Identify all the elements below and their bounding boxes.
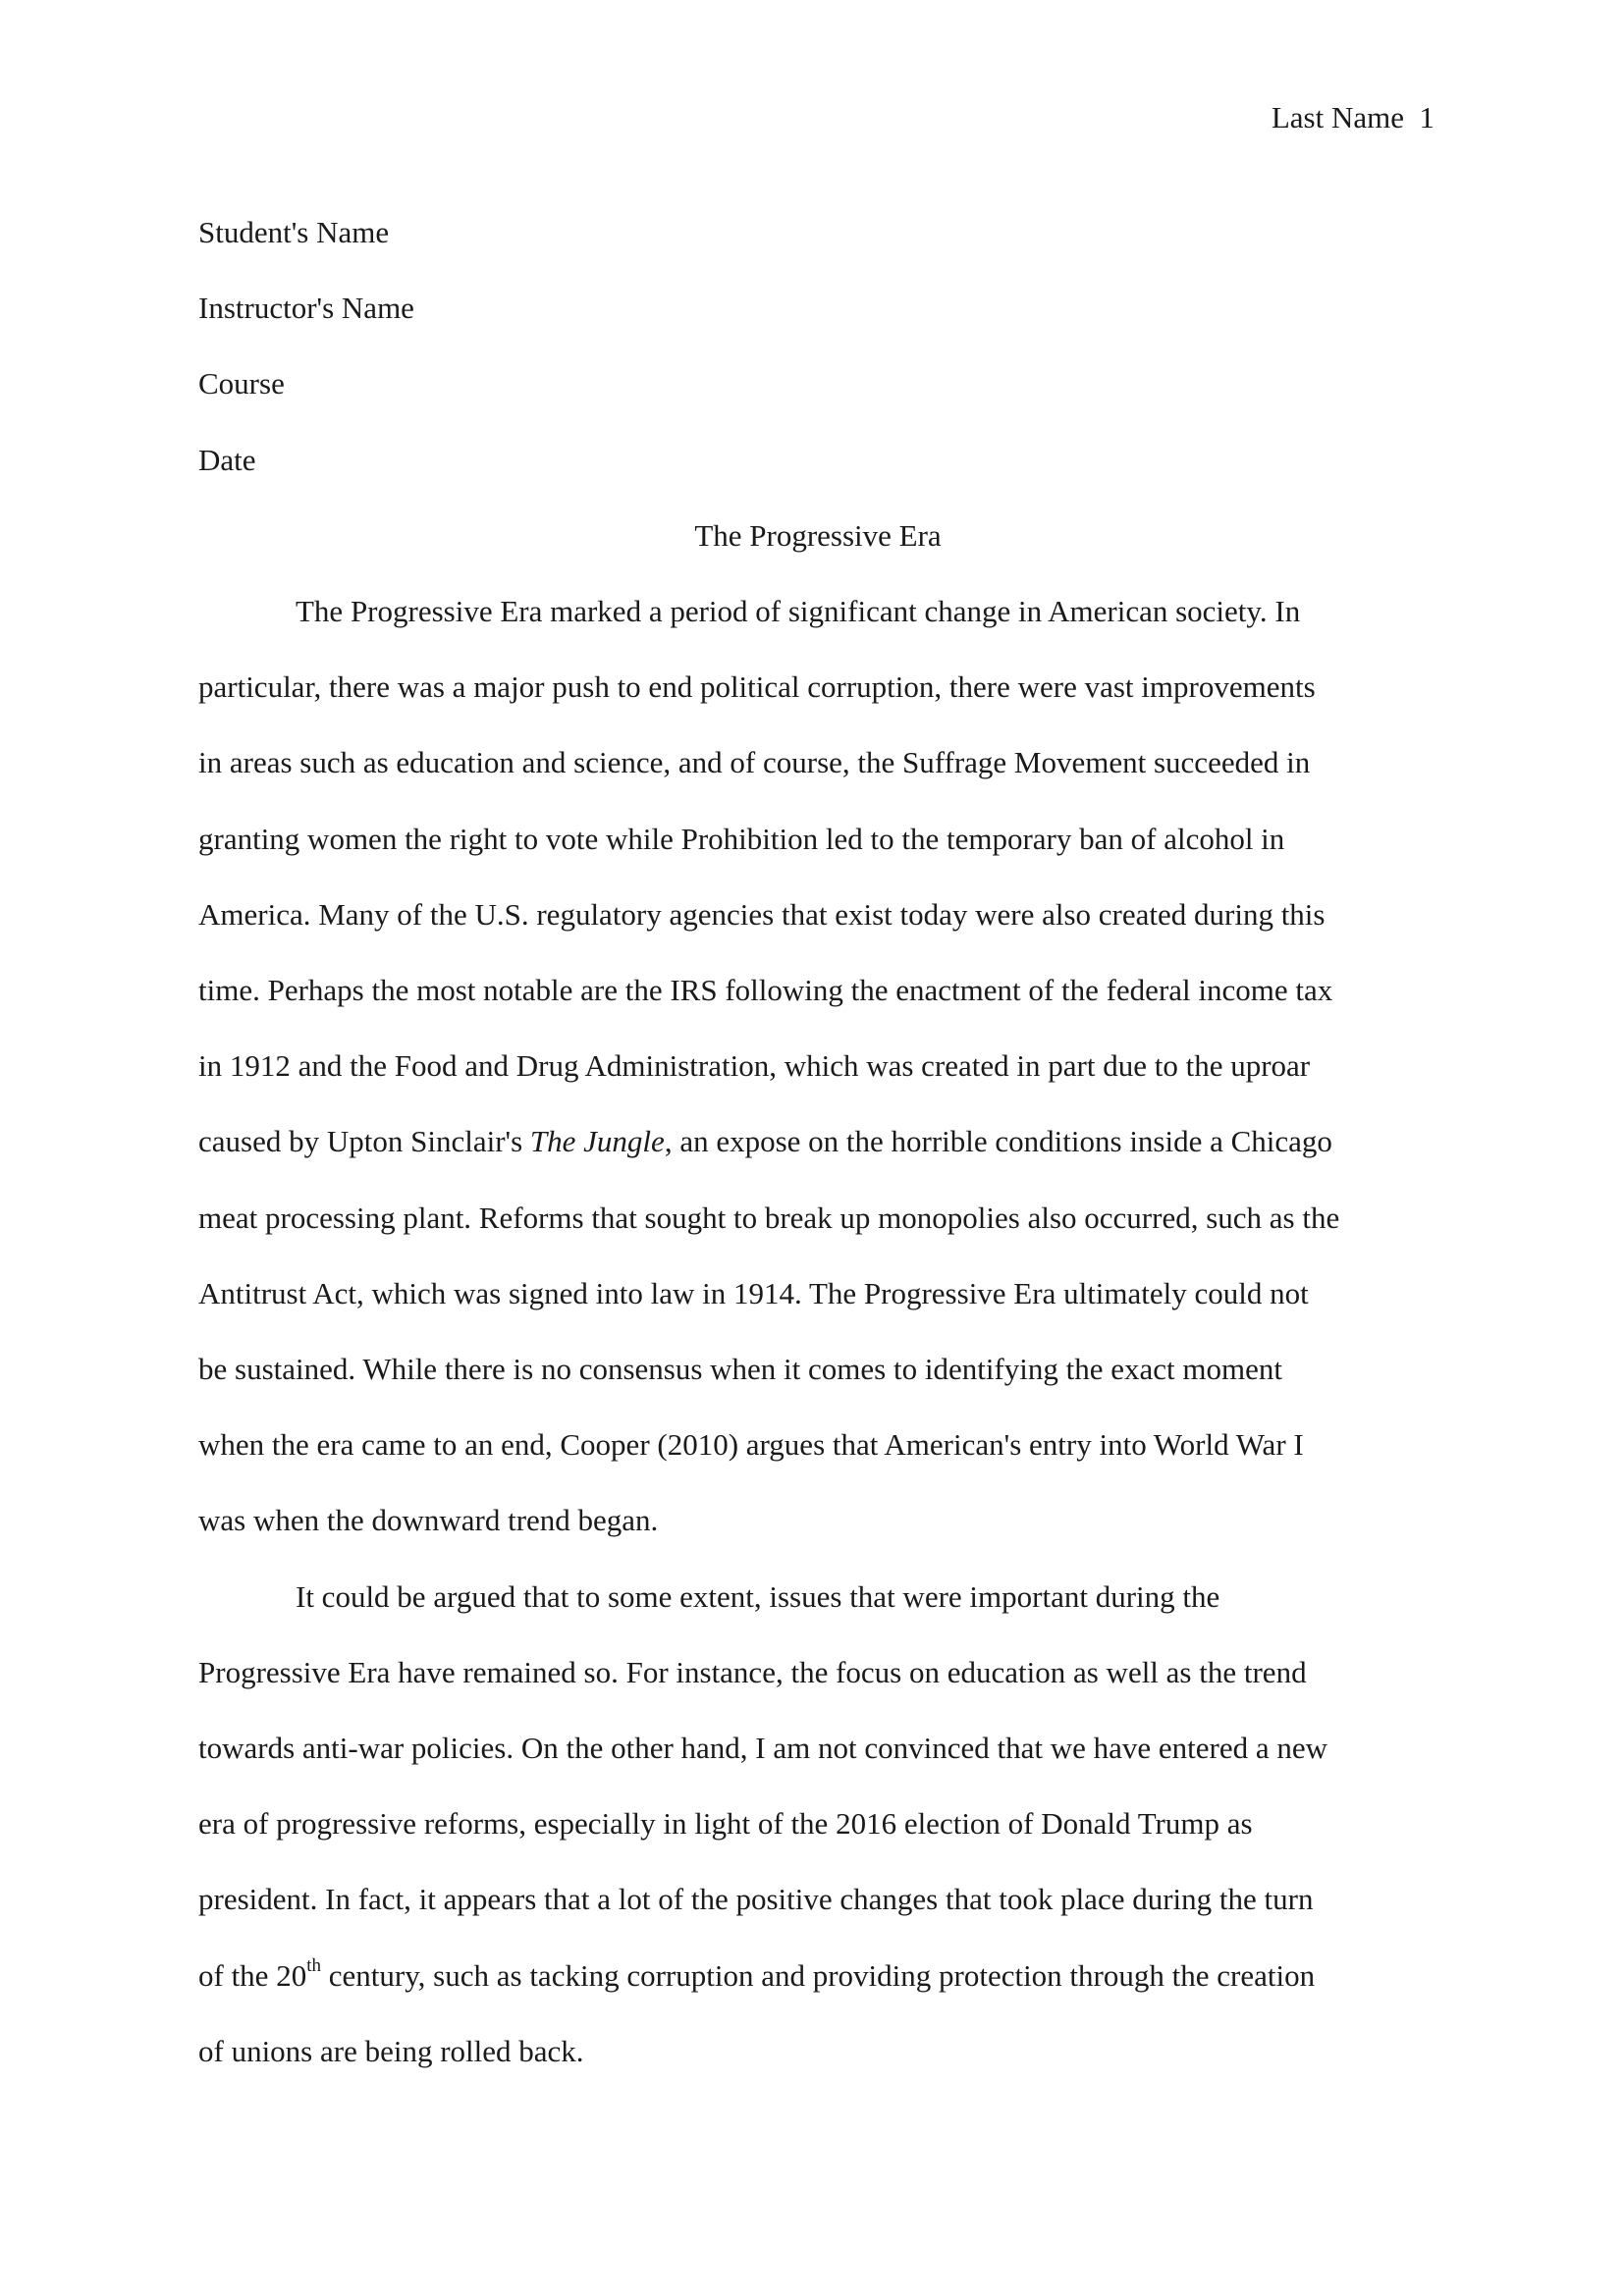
paragraph-2-line: towards anti-war policies. On the other hand, I am not convinced that we have entered a new <box>198 1731 1328 1766</box>
paragraph-1-line: meat processing plant. Reforms that sought to break up monopolies also occurred, such as the <box>198 1200 1340 1235</box>
running-header <box>1272 98 1435 137</box>
paragraph-1-line: Antitrust Act, which was signed into law in 1914. The Progressive Era ultimately could not <box>198 1275 1309 1310</box>
document-body <box>198 194 1437 2089</box>
paragraph-1-line: granting women the right to vote while Prohibition led to the temporary ban of alcohol in <box>198 821 1285 856</box>
paragraph-1-line: in 1912 and the Food and Drug Administration, which was created in part due to the uproar <box>198 1048 1311 1084</box>
course-name: Course <box>198 366 285 401</box>
paragraph-1-line: time. Perhaps the most notable are the IRS following the enactment of the federal income tax <box>198 973 1333 1008</box>
paragraph-1-line: be sustained. While there is no consensus when it comes to identifying the exact moment <box>198 1352 1282 1387</box>
book-title: The Jungle <box>529 1124 665 1159</box>
line-text: century, such as tacking corruption and providing protection through the creation <box>320 1957 1316 1993</box>
paragraph-1-line: The Progressive Era marked a period of significant change in American society. In <box>296 594 1301 629</box>
paragraph-1-line: when the era came to an end, Cooper (2010) argues that American's entry into World War I <box>198 1427 1304 1463</box>
essay-title: The Progressive Era <box>694 517 942 553</box>
paragraph-2 <box>198 1559 1437 2089</box>
paragraph-1-line: particular, there was a major push to end political corruption, there were vast improvements <box>198 669 1316 705</box>
paragraph-1-line <box>198 1103 1437 1179</box>
instructor-name: Instructor's Name <box>198 291 414 326</box>
student-name: Student's Name <box>198 215 390 249</box>
header-page-number: 1 <box>1419 100 1435 134</box>
paragraph-2-line: It could be argued that to some extent, issues that were important during the <box>296 1578 1220 1614</box>
paragraph-2-line: era of progressive reforms, especially in light of the 2016 election of Donald Trump as <box>198 1806 1253 1842</box>
paragraph-2-line: of unions are being rolled back. <box>198 2033 584 2068</box>
paragraph-1-line: in areas such as education and science, and of course, the Suffrage Movement succeeded in <box>198 745 1311 780</box>
paragraph-2-line: Progressive Era have remained so. For instance, the focus on education as well as the trend <box>198 1654 1307 1689</box>
line-text: , an expose on the horrible conditions inside a Chicago <box>664 1124 1332 1159</box>
line-text: of the 20 <box>198 1957 307 1993</box>
ordinal-superscript: th <box>306 1955 321 1977</box>
paragraph-2-line <box>198 1938 1437 2013</box>
date-line: Date <box>198 442 256 477</box>
paragraph-1-line: America. Many of the U.S. regulatory agencies that exist today were also created during this <box>198 896 1326 932</box>
line-text: caused by Upton Sinclair's <box>198 1124 530 1159</box>
paragraph-2-line: president. In fact, it appears that a lot of the positive changes that took place during the turn <box>198 1882 1314 1917</box>
header-last-name: Last Name <box>1271 100 1404 134</box>
paragraph-1-line: was when the downward trend began. <box>198 1503 659 1538</box>
paragraph-1 <box>198 573 1437 1559</box>
